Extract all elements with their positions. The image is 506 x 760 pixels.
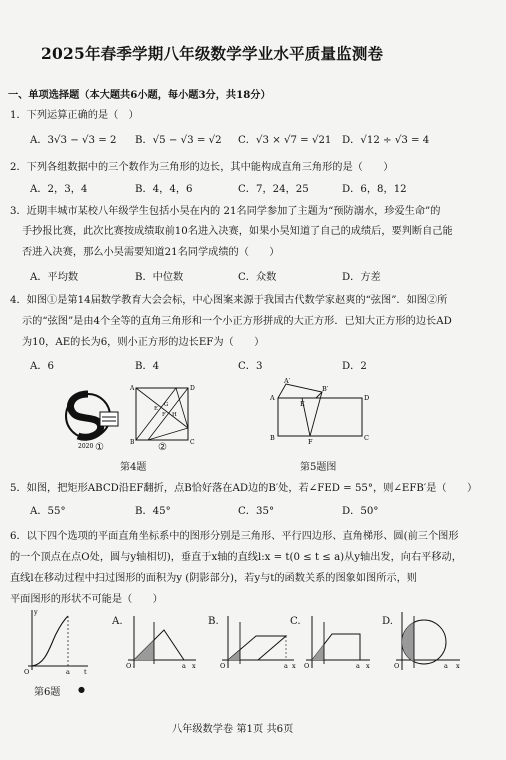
q5-caption: 第5题图 <box>300 462 337 473</box>
q2-option-d[interactable]: D．6，8，12 <box>342 184 407 195</box>
q5-fold-figure <box>268 377 378 446</box>
q4-line-2: 示的“弦图”是由4个全等的直角三角形和一个小正方形拼成的大正方形．已知大正方形的边长AD <box>22 316 452 327</box>
q6-axis-y: y <box>34 608 38 616</box>
q2-stem: 2．下列各组数据中的三个数作为三角形的边长，其中能构成直角三角形的是（ ） <box>10 162 394 173</box>
q3-option-c[interactable]: C．众数 <box>238 272 277 283</box>
q6-option-b-letter[interactable]: B. <box>208 616 219 627</box>
q6-option-a-letter[interactable]: A. <box>112 616 123 627</box>
q6-option-d-letter[interactable]: D. <box>382 616 394 627</box>
q6-line-4: 平面图形的形状不可能是（ ） <box>10 594 163 605</box>
q4-label-a: A <box>130 385 135 392</box>
q6-a-axis-o: O <box>126 662 132 670</box>
q5-label-d: D <box>364 394 370 402</box>
q5-label-e: E <box>300 400 305 408</box>
q6-axis-a: a <box>66 668 70 676</box>
q1-option-b[interactable]: B．√5 − √3 = √2 <box>135 135 222 146</box>
q5-label-b: B <box>270 434 275 442</box>
q3-line-3: 否进入决赛，那么小昊需要知道21名同学成绩的（ ） <box>22 247 280 258</box>
q3-option-b[interactable]: B．中位数 <box>135 272 184 283</box>
q4-label-e: E <box>154 406 159 412</box>
q4-logo-figure <box>58 386 128 450</box>
q4-label-c: C <box>190 439 195 446</box>
q6-option-c-graph[interactable] <box>300 612 372 672</box>
q6-b-axis-x: x <box>292 662 296 670</box>
q5-option-d[interactable]: D．50° <box>342 506 379 517</box>
q4-logo-caption: 2020 <box>78 443 94 450</box>
q5-label-b-prime: B′ <box>322 385 329 393</box>
q6-c-axis-o: O <box>304 662 310 670</box>
q6-function-graph <box>22 608 90 674</box>
q4-label-h: H <box>172 412 177 418</box>
q4-label-b: B <box>130 439 135 446</box>
q6-option-d-graph[interactable] <box>390 610 462 674</box>
q6-axis-o: O <box>24 668 30 676</box>
q2-option-a[interactable]: A．2，3，4 <box>30 184 88 195</box>
q6-caption: 第6题 <box>34 687 61 698</box>
q1-stem: 1．下列运算正确的是（ ） <box>10 110 139 121</box>
section-heading: 一、单项选择题（本大题共6小题，每小题3分，共18分） <box>8 89 271 101</box>
q6-a-axis-a: a <box>182 662 186 670</box>
q4-fig1-label: ① <box>95 442 104 453</box>
q6-d-axis-x: x <box>456 662 460 670</box>
q1-option-c[interactable]: C．√3 × √7 = √21 <box>238 135 332 146</box>
q3-option-a[interactable]: A．平均数 <box>30 272 79 283</box>
q4-option-d[interactable]: D．2 <box>342 361 367 372</box>
q6-axis-t: t <box>84 668 87 676</box>
q6-c-axis-a: a <box>356 662 360 670</box>
q6-d-axis-o: O <box>394 662 400 670</box>
q4-line-1: 4．如图①是第14届数学教育大会会标，中心图案来源于我国古代数学家赵爽的“弦图”．如图②所 <box>10 295 448 306</box>
q5-option-b[interactable]: B．45° <box>135 506 171 517</box>
q4-label-g: G <box>164 402 169 408</box>
q1-option-d[interactable]: D．√12 ÷ √3 = 4 <box>342 135 430 146</box>
q5-label-f: F <box>308 438 313 446</box>
q2-option-b[interactable]: B．4，4，6 <box>135 184 193 195</box>
q5-label-a-prime: A′ <box>284 377 291 385</box>
q2-option-c[interactable]: C．7，24，25 <box>238 184 309 195</box>
q4-fig2-label: ② <box>158 442 167 453</box>
q1-option-a[interactable]: A．3√3 − √3 = 2 <box>30 135 117 146</box>
q6-d-axis-a: a <box>444 662 448 670</box>
q6-option-c-letter[interactable]: C. <box>290 616 301 627</box>
q6-a-axis-x: x <box>192 662 196 670</box>
q4-label-f: F <box>162 412 166 418</box>
q6-line-3: 直线l在移动过程中扫过图形的面积为y (阴影部分)，若y与t的函数关系的图象如图所示，则 <box>10 573 417 584</box>
q5-option-c[interactable]: C．35° <box>238 506 275 517</box>
q4-label-d: D <box>190 385 195 392</box>
exam-title: 2025年春季学期八年级数学学业水平质量监测卷 <box>41 44 384 63</box>
q4-option-a[interactable]: A．6 <box>30 361 55 372</box>
q4-line-3: 为10，AE的长为6，则小正方形的边长EF为（ ） <box>22 337 265 348</box>
q6-option-b-graph[interactable] <box>216 612 296 672</box>
q4-string-figure <box>130 384 196 444</box>
q5-stem: 5．如图，把矩形ABCD沿EF翻折，点B恰好落在AD边的B′处，若∠FED = 55°，则∠EFB′是（ ） <box>10 483 478 494</box>
q4-caption: 第4题 <box>120 462 147 473</box>
page-footer: 八年级数学卷 第1页 共6页 <box>172 724 294 735</box>
q3-line-2: 手抄报比赛，此次比赛按成绩取前10名进入决赛，如果小昊知道了自己的成绩后，要判断自己能 <box>22 226 453 237</box>
q6-line-1: 6．以下四个选项的平面直角坐标系中的图形分别是三角形、平行四边形、直角梯形、圆(前三个图形 <box>10 531 459 542</box>
q6-c-axis-x: x <box>366 662 370 670</box>
q5-option-a[interactable]: A．55° <box>30 506 66 517</box>
q4-option-c[interactable]: C．3 <box>238 361 263 372</box>
q6-option-a-graph[interactable] <box>120 612 198 672</box>
q4-option-b[interactable]: B．4 <box>135 361 160 372</box>
q3-option-d[interactable]: D．方差 <box>342 272 381 283</box>
q6-line-2: 的一个顶点在点O处，圆与y轴相切)，垂直于x轴的直线l:x = t(0 ≤ t ≤ a)从y轴出发，向右平移动， <box>10 552 462 563</box>
q3-line-1: 3．近期丰城市某校八年级学生包括小昊在内的 21名同学参加了主题为“预防溺水，珍爱生命”的 <box>10 206 441 217</box>
dot-mark: ● <box>78 685 85 694</box>
q5-label-c: C <box>364 434 369 442</box>
q5-label-a: A <box>270 394 275 402</box>
q6-b-axis-o: O <box>220 662 226 670</box>
q6-b-axis-a: a <box>284 662 288 670</box>
